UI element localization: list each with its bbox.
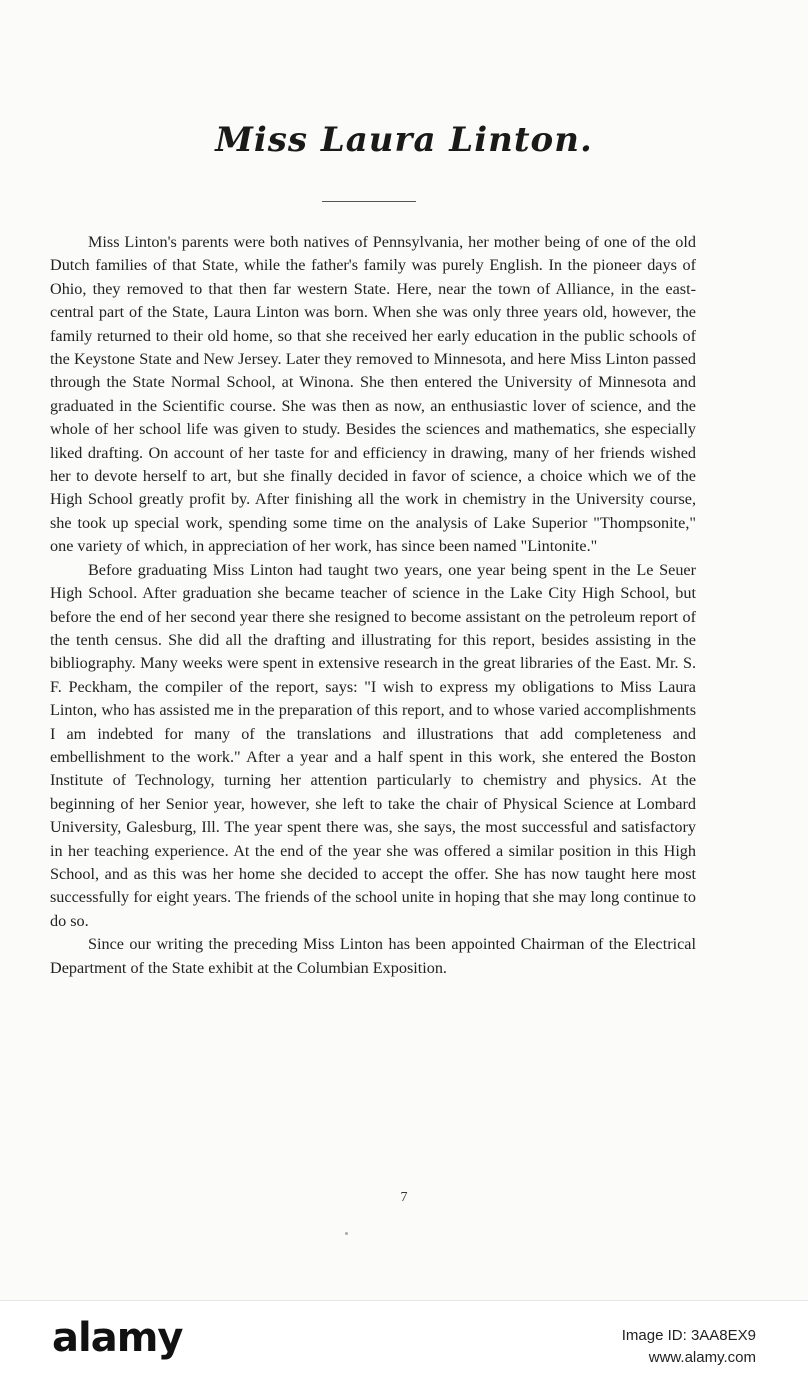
paragraph-2: Before graduating Miss Linton had taught two years, one year being spent in the Le Seuer High School. After graduation she became teacher of science in the Lake City High School, but before the end of her second year there she resigned to become assistant on the petroleum report of the tenth census. She did all the drafting and illustrating for this report, besides assisting in the bibliography. Many weeks were spent in extensive research in the great libraries of the East. Mr. S. F. Peckham, the compiler of the report, says: "I wish to express my obligations to Miss Laura Linton, who has assisted me in the preparation of this report, and to whose varied accomplishments I am indebted for many of the translations and illustrations that add completeness and embellishment to the work." After a year and a half spent in this work, she entered the Boston Institute of Technology, turning her attention particularly to chemistry and physics. At the beginning of her Senior year, however, she left to take the chair of Physical Science at Lombard University, Galesburg, Ill. The year spent there was, she says, the most successful and satisfactory in her teaching experience. At the end of the year she was offered a similar position in this High School, and as this was her home she decided to accept the offer. She has now taught here most successfully for eight years. The friends of the school unite in hoping that she may long continue to do so. bbox=[50, 560, 696, 930]
title-divider bbox=[322, 201, 416, 202]
footer-meta bbox=[622, 1325, 756, 1369]
site-link[interactable]: www.alamy.com bbox=[648, 1349, 756, 1366]
scan-speck bbox=[345, 1232, 348, 1235]
page-title: Miss Laura Linton. bbox=[215, 120, 593, 160]
image-id-label: Image ID: 3AA8EX9 bbox=[621, 1327, 756, 1344]
page-number: 7 bbox=[400, 1190, 408, 1205]
paragraph-1: Miss Linton's parents were both natives of Pennsylvania, her mother being of one of the old Dutch families of that State, while the father's family was purely English. In the pioneer days of Ohio, they removed to that then far western State. Here, near the town of Alliance, in the east-central part of the State, Laura Linton was born. When she was only three years old, however, the family returned to their old home, so that she received her early education in the public schools of the Keystone State and New Jersey. Later they removed to Minnesota, and here Miss Linton passed through the State Normal School, at Winona. She then entered the University of Minnesota and graduated in the Scientific course. She was then as now, an enthusiastic lover of science, and the whole of her school life was given to study. Besides the sciences and mathematics, she especially liked drafting. On account of her taste for and efficiency in drawing, many of her friends wished her to devote herself to art, but she finally decided in favor of science, a choice which we of the High School greatly profit by. After finishing all the work in chemistry in the University course, she took up special work, spending some time on the analysis of Lake Superior "Thompsonite," one variety of which, in appreciation of her work, has since been named "Lintonite." bbox=[50, 233, 696, 556]
brand-logo: alamy bbox=[52, 1315, 183, 1361]
stock-footer bbox=[0, 1300, 808, 1391]
article-body bbox=[50, 231, 696, 980]
paragraph-3: Since our writing the preceding Miss Linton has been appointed Chairman of the Electrical Department of the State exhibit at the Columbian Exposition. bbox=[50, 935, 696, 977]
